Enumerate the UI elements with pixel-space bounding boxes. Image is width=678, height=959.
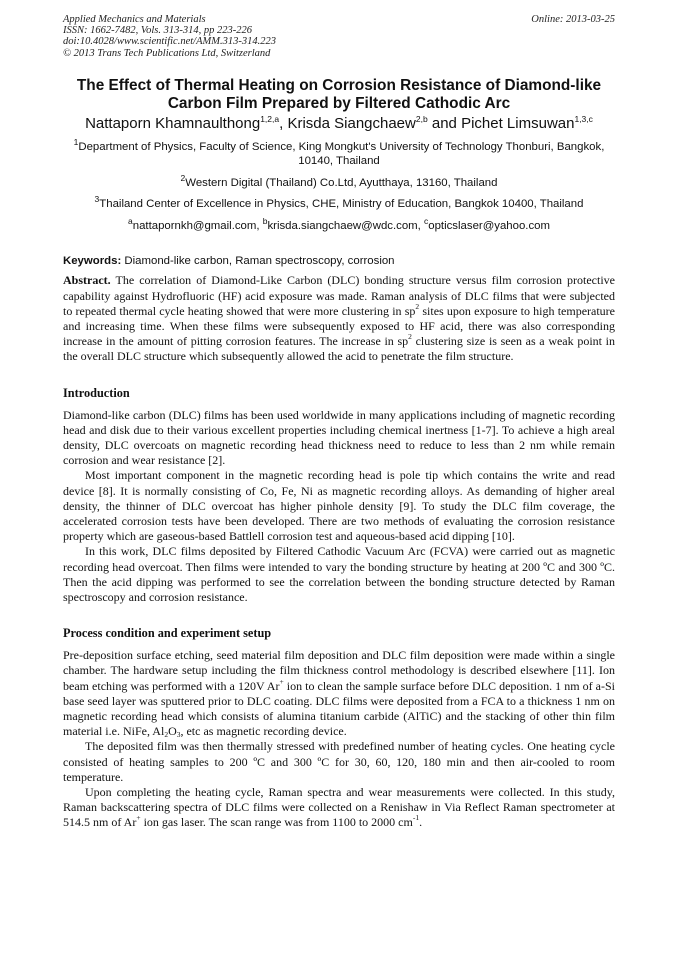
author-list: Nattaporn Khamnaulthong$^{1,2,a}$, Krisda Siangchaew$^{2,b}$ and Pichet Limsuwan$^{1,3,c}$ — [85, 113, 593, 132]
doi-line: doi:10.4028/www.scientific.net/AMM.313-314.223 — [63, 36, 276, 48]
author-name: Pichet Limsuwan — [461, 114, 575, 132]
journal-header — [63, 14, 615, 59]
keywords-text: Diamond-like carbon, Raman spectroscopy, corrosion — [121, 255, 395, 268]
copyright-line: © 2013 Trans Tech Publications Ltd, Switzerland — [63, 47, 271, 59]
email-link: opticslaser@yahoo.com — [428, 219, 550, 232]
abstract: Abstract. The correlation of Diamond-Like Carbon (DLC) bonding structure versus film corrosion protective capability against Hydrofluoric (HF) acid exposure was made. Raman analysis of DLC films that were subjected to repeated thermal cycle heating showed that were more clustering in $sp^2$ sites upon exposure to high temperature and increasing time. When these films were subsequently exposed to HF acid, there was also corresponding increase in the amount of pitting corrosion features. The increase in $sp^2$ clustering size is seen as a weak point in the overall DLC structure which subsequently allowed the acid to penetrate the film structure. — [63, 273, 615, 364]
email-link: krisda.siangchaew@wdc.com, — [267, 219, 424, 232]
affiliation-2: $^2$Western Digital (Thailand) Co.Ltd, Ayutthaya, 13160, Thailand — [180, 173, 498, 189]
section-heading-process: Process condition and experiment setup — [63, 626, 272, 641]
intro-paragraph-1: Diamond-like carbon (DLC) films has been used worldwide in many applications including of magnetic recording head and disk due to their various excellent properties including chemical inertness [1-7]. To achieve a high areal density, DLC overcoats on magnetic recording head thickness need to reduce to less than 2 nm while remain corrosion and wear resistance [2]. — [63, 407, 615, 468]
online-date: Online: 2013-03-25 — [531, 14, 615, 25]
keywords-label: Keywords: — [63, 255, 122, 268]
affiliation-3: $^3$Thailand Center of Excellence in Physics, CHE, Ministry of Education, Bangkok 10400, Thailand — [94, 194, 584, 211]
process-paragraph-1: Pre-deposition surface etching, seed material film deposition and DLC film deposition were made within a single chamber. The hardware setup including the film thickness control methodology is described elsewhere [11]. Ion beam etching was performed with a 120V Ar+ ion to clean the sample surface before DLC deposition. 1 nm of a-Si base seed layer was sputtered prior to DLC coating. DLC films were deposited from a FCA to a thickness 1 nm on magnetic recording head which consists of alumina titanium carbide (AlTiC) and the stacking of other thin film material i.e. NiFe, $Al_2O_3$, etc as magnetic recording device. — [63, 648, 615, 740]
process-paragraph-2: The deposited film was then thermally stressed with predefined number of heating cycles. One heating cycle consisted of heating samples to 200 ºC and 300 ºC for 30, 60, 120, 180 min and then air-cooled to room temperature. — [63, 739, 615, 784]
journal-name: Applied Mechanics and Materials — [63, 14, 206, 25]
email-link: nattapornkh@gmail.com, — [132, 219, 263, 232]
author-name: Nattaporn Khamnaulthong — [85, 114, 261, 132]
process-paragraph-3: Upon completing the heating cycle, Raman spectra and wear measurements were collected. In this study, Raman backscattering spectra of DLC films were collected on a Renishaw in Via Reflect Raman spectrometer at 514.5 nm of Ar+ ion gas laser. The scan range was from 1100 to 2000 $cm^{-1}$. — [63, 785, 615, 830]
abstract-label: Abstract. — [63, 273, 111, 288]
intro-paragraph-2: Most important component in the magnetic recording head is pole tip which contains the write and read device [8]. It is normally consisting of Co, Fe, Ni as magnetic recording alloys. As demanding of higher areal density, the thinner of DLC overcoat has higher pinhole density [9]. To study the DLC film coverage, the accelerated corrosion tests have been developed. There are two methods of evaluating the corrosion resistance property which are gaseous-based Battlell corrosion test and aqueous-based acid dipping [10]. — [63, 468, 615, 544]
author-affiliation-mark: 2,b — [415, 113, 428, 124]
issn-line: ISSN: 1662-7482, Vols. 313-314, pp 223-226 — [63, 25, 252, 37]
author-affiliation-mark: 1,3,c — [574, 113, 593, 124]
author-name: Krisda Siangchaew — [287, 114, 416, 132]
intro-paragraph-3: In this work, DLC films deposited by Filtered Cathodic Vacuum Arc (FCVA) were carried out as magnetic recording head overcoat. Then films were intended to vary the bonding structure by heating at 200 ºC and 300 ºC. Then the acid dipping was performed to see the correlation between the bonding structure detected by Raman spectroscopy and corrosion resistance. — [63, 544, 615, 604]
paper-page — [63, 14, 615, 831]
author-affiliation-mark: 1,2,a — [260, 113, 280, 124]
paper-title: The Effect of Thermal Heating on Corrosion Resistance of Diamond-like Carbon Film Prepared by Filtered Cathodic Arc — [76, 76, 602, 112]
section-heading-introduction: Introduction — [63, 385, 130, 400]
keywords — [63, 254, 615, 268]
author-emails: $^a$nattapornkh@gmail.com, $^b$krisda.siangchaew@wdc.com, $^c$opticslaser@yahoo.com — [128, 216, 550, 232]
affiliation-1: $^1$Department of Physics, Faculty of Science, King Mongkut's University of Technology Thonburi, Bangkok, 10140, Thailand — [73, 137, 605, 168]
